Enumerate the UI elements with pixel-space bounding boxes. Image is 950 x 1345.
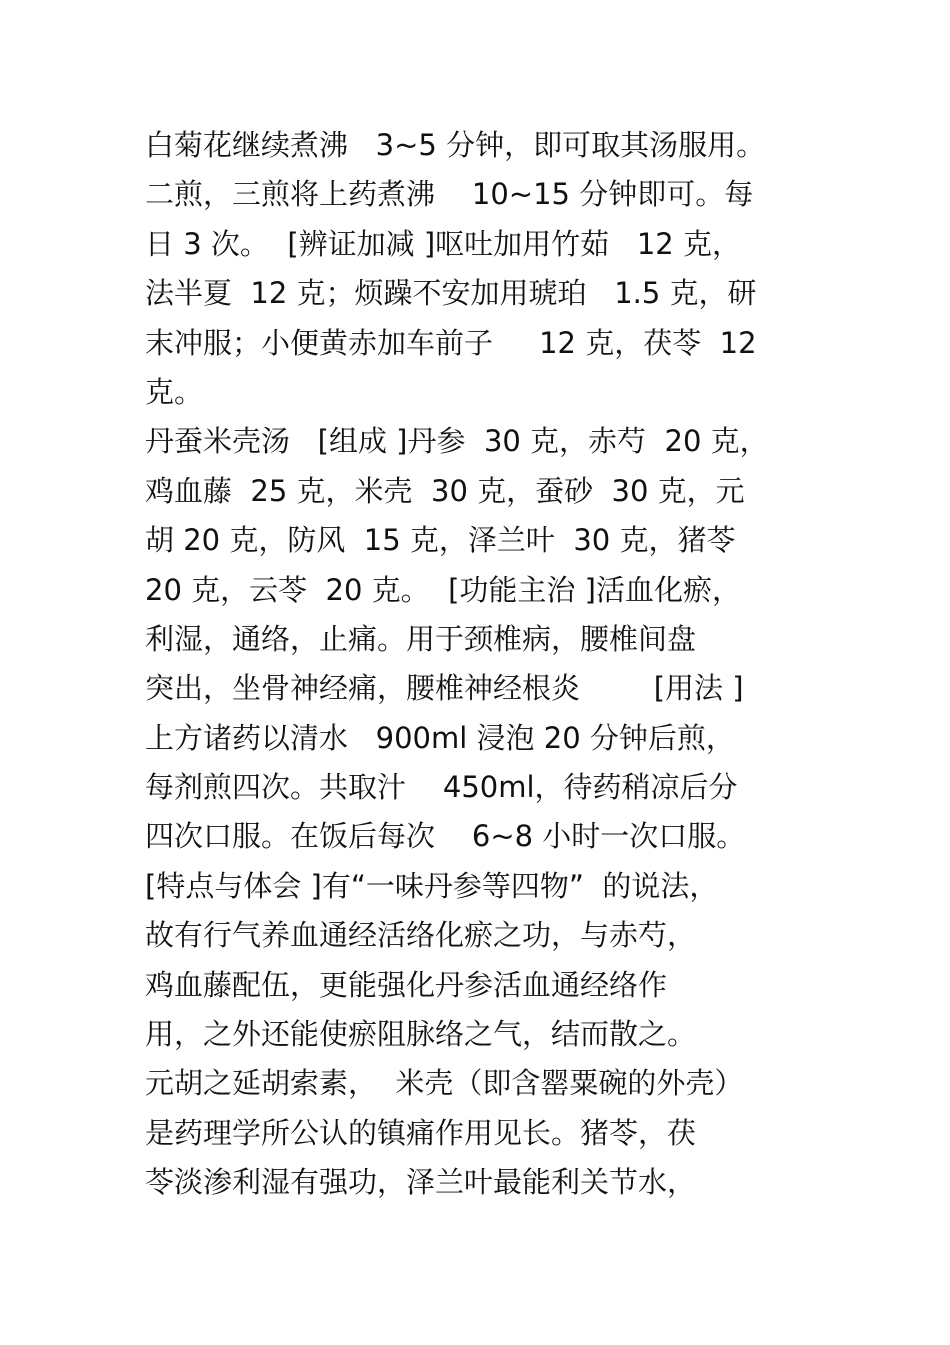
text-line: 丹蚕米壳汤 [组成 ]丹参 30 克，赤芍 20 克， [145, 424, 769, 459]
text-line: 故有行气养血通经活络化瘀之功，与赤芍， [145, 918, 697, 953]
text-line: 白菊花继续煮沸 3~5 分钟，即可取其汤服用。 [145, 128, 766, 162]
text-line: 利湿，通络，止痛。用于颈椎病，腰椎间盘 [145, 621, 697, 656]
text-line: [特点与体会 ]有“一味丹参等四物” 的说法， [145, 868, 719, 903]
text-line: 四次口服。在饭后每次 6~8 小时一次口服。 [145, 819, 746, 854]
text-line: 苓淡渗利湿有强功，泽兰叶最能利关节水， [145, 1165, 697, 1200]
text-line: 二煎，三煎将上药煮沸 10~15 分钟即可。每 [145, 177, 754, 212]
text-line: 鸡血藤 25 克，米壳 30 克，蚕砂 30 克，元 [145, 473, 745, 508]
text-line: 20 克，云苓 20 克。 [功能主治 ]活血化瘀， [145, 572, 741, 607]
text-line: 突出，坐骨神经痛，腰椎神经根炎 [用法 ] [145, 671, 744, 706]
text-line: 是药理学所公认的镇痛作用见长。猪苓，茯 [145, 1115, 697, 1150]
text-line: 用，之外还能使瘀阻脉络之气，结而散之。 [145, 1017, 697, 1052]
text-line: 鸡血藤配伍，更能强化丹参活血通经络作 [145, 967, 668, 1002]
text-line: 元胡之延胡索素， 米壳（即含罂粟碗的外壳） [145, 1066, 744, 1101]
text-line: 日 3 次。 [辨证加减 ]呕吐加用竹茹 12 克， [145, 226, 741, 261]
text-line: 末冲服；小便黄赤加车前子 12 克，茯苓 12 [145, 325, 757, 360]
text-line: 法半夏 12 克；烦躁不安加用琥珀 1.5 克，研 [145, 276, 757, 311]
body-text [145, 121, 825, 1208]
text-line: 克。 [145, 374, 204, 409]
text-line: 上方诸药以清水 900ml 浸泡 20 分钟后煎， [145, 720, 735, 755]
text-line: 胡 20 克，防风 15 克，泽兰叶 30 克，猪苓 [145, 523, 736, 558]
text-line: 每剂煎四次。共取汁 450ml，待药稍凉后分 [145, 770, 738, 805]
